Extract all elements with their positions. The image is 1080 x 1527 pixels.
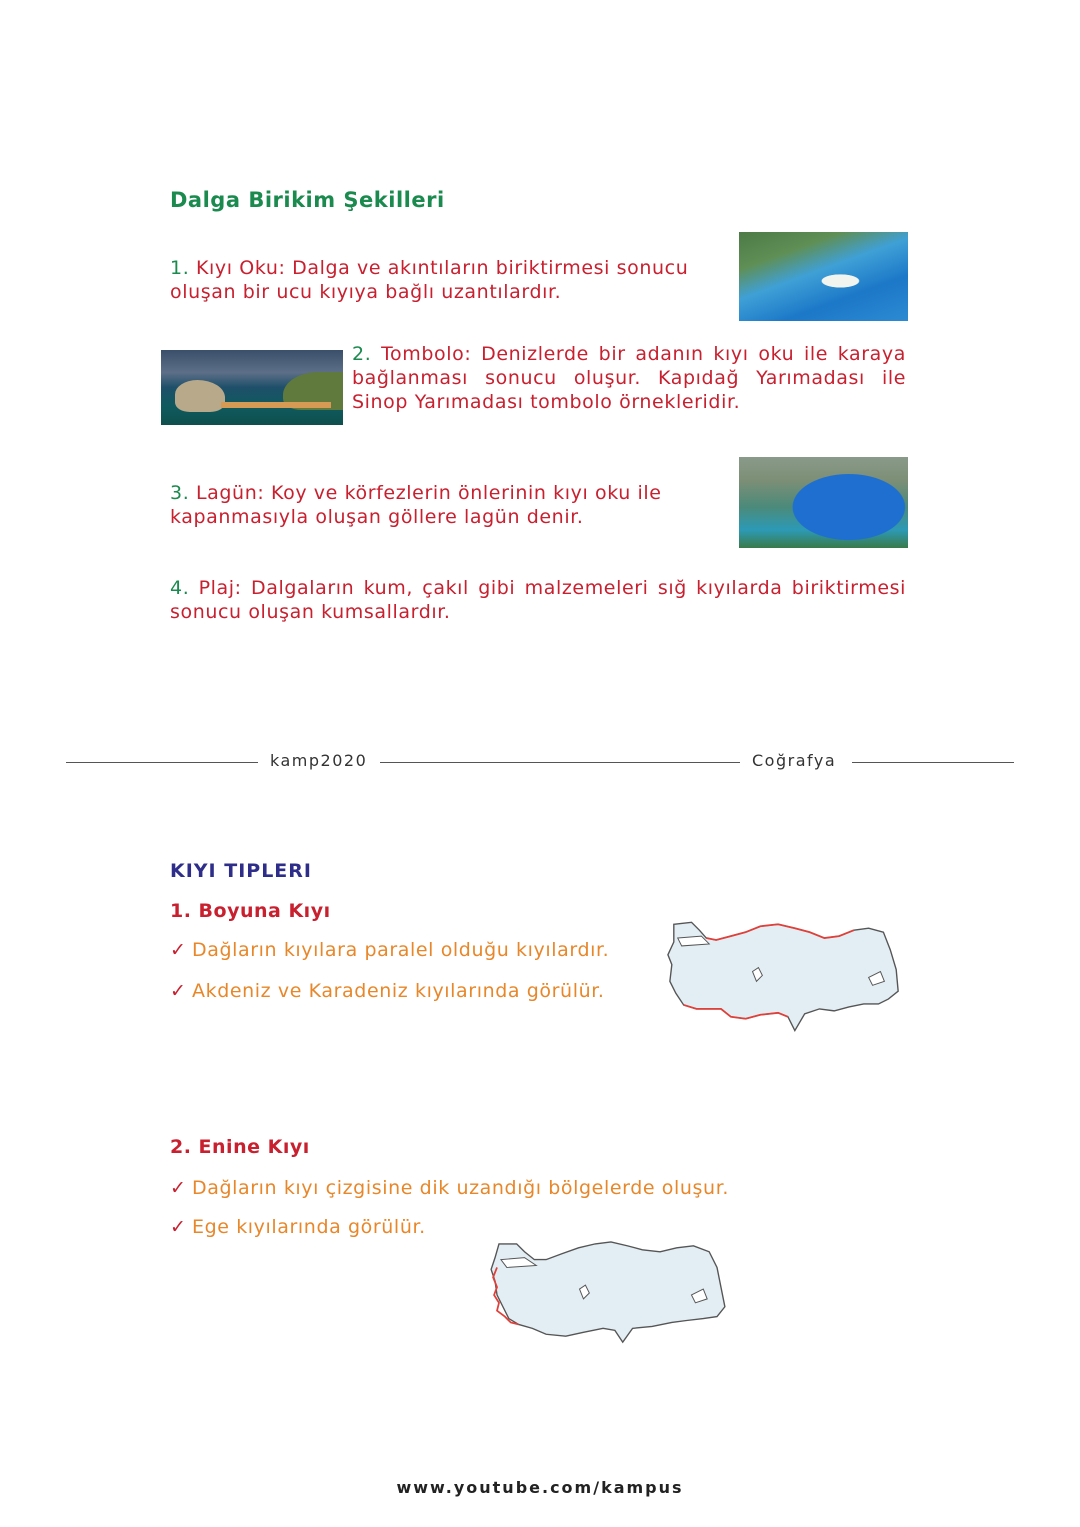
check-icon: ✓	[170, 980, 187, 1002]
sand-bar	[221, 402, 331, 408]
bullet-item	[170, 979, 605, 1003]
check-icon: ✓	[170, 939, 187, 961]
island-rock	[175, 380, 225, 412]
item-number: 2.	[352, 343, 372, 365]
item-lagun	[170, 481, 726, 529]
tombolo-photo	[161, 350, 343, 425]
bullet-item	[170, 1215, 426, 1239]
item-kiyi-oku	[170, 256, 726, 304]
item-number: 3.	[170, 482, 190, 504]
divider-line	[852, 762, 1014, 763]
bullet-text: Dağların kıyı çizgisine dik uzandığı bölgelerde oluşur.	[192, 1177, 730, 1199]
item-number: 1.	[170, 257, 190, 279]
coast-type-heading-boyuna: 1. Boyuna Kıyı	[170, 900, 331, 922]
item-text: Tombolo: Denizlerde bir adanın kıyı oku ile karaya bağlanması sonucu oluşur. Kapıdağ Yarımadası ile Sinop Yarımadası tombolo örnekleridir.	[352, 343, 906, 413]
bullet-text: Akdeniz ve Karadeniz kıyılarında görülür.	[192, 980, 605, 1002]
turkey-map-enine	[484, 1238, 732, 1348]
item-number: 4.	[170, 577, 190, 599]
divider-line	[380, 762, 740, 763]
section-title-wave-deposition: Dalga Birikim Şekilleri	[170, 188, 445, 212]
divider-line	[66, 762, 258, 763]
turkey-map-icon	[484, 1238, 732, 1348]
bullet-text: Ege kıyılarında görülür.	[192, 1216, 426, 1238]
check-icon: ✓	[170, 1216, 187, 1238]
section-title-coast-types: KIYI TIPLERI	[170, 860, 312, 882]
divider-label-subject: Coğrafya	[752, 751, 837, 770]
spit-aerial-photo	[739, 232, 908, 321]
item-text: Plaj: Dalgaların kum, çakıl gibi malzemeleri sığ kıyılarda biriktirmesi sonucu oluşan kumsallardır.	[170, 577, 906, 623]
item-text: Lagün: Koy ve körfezlerin önlerinin kıyı oku ile kapanmasıyla oluşan göllere lagün denir.	[170, 482, 662, 528]
coast-type-heading-enine: 2. Enine Kıyı	[170, 1136, 310, 1158]
bullet-text: Dağların kıyılara paralel olduğu kıyılardır.	[192, 939, 610, 961]
bullet-item	[170, 1176, 729, 1200]
check-icon: ✓	[170, 1177, 187, 1199]
item-tombolo	[352, 342, 906, 414]
footer-url: www.youtube.com/kampus	[396, 1478, 684, 1497]
item-text: Kıyı Oku: Dalga ve akıntıların biriktirmesi sonucu oluşan bir ucu kıyıya bağlı uzantılardır.	[170, 257, 689, 303]
item-plaj	[170, 576, 906, 624]
turkey-map-icon	[662, 910, 908, 1034]
lagoon-aerial-photo	[739, 457, 908, 548]
bullet-item	[170, 938, 609, 962]
divider-label-kamp: kamp2020	[270, 751, 368, 770]
turkey-map-boyuna	[662, 910, 908, 1034]
